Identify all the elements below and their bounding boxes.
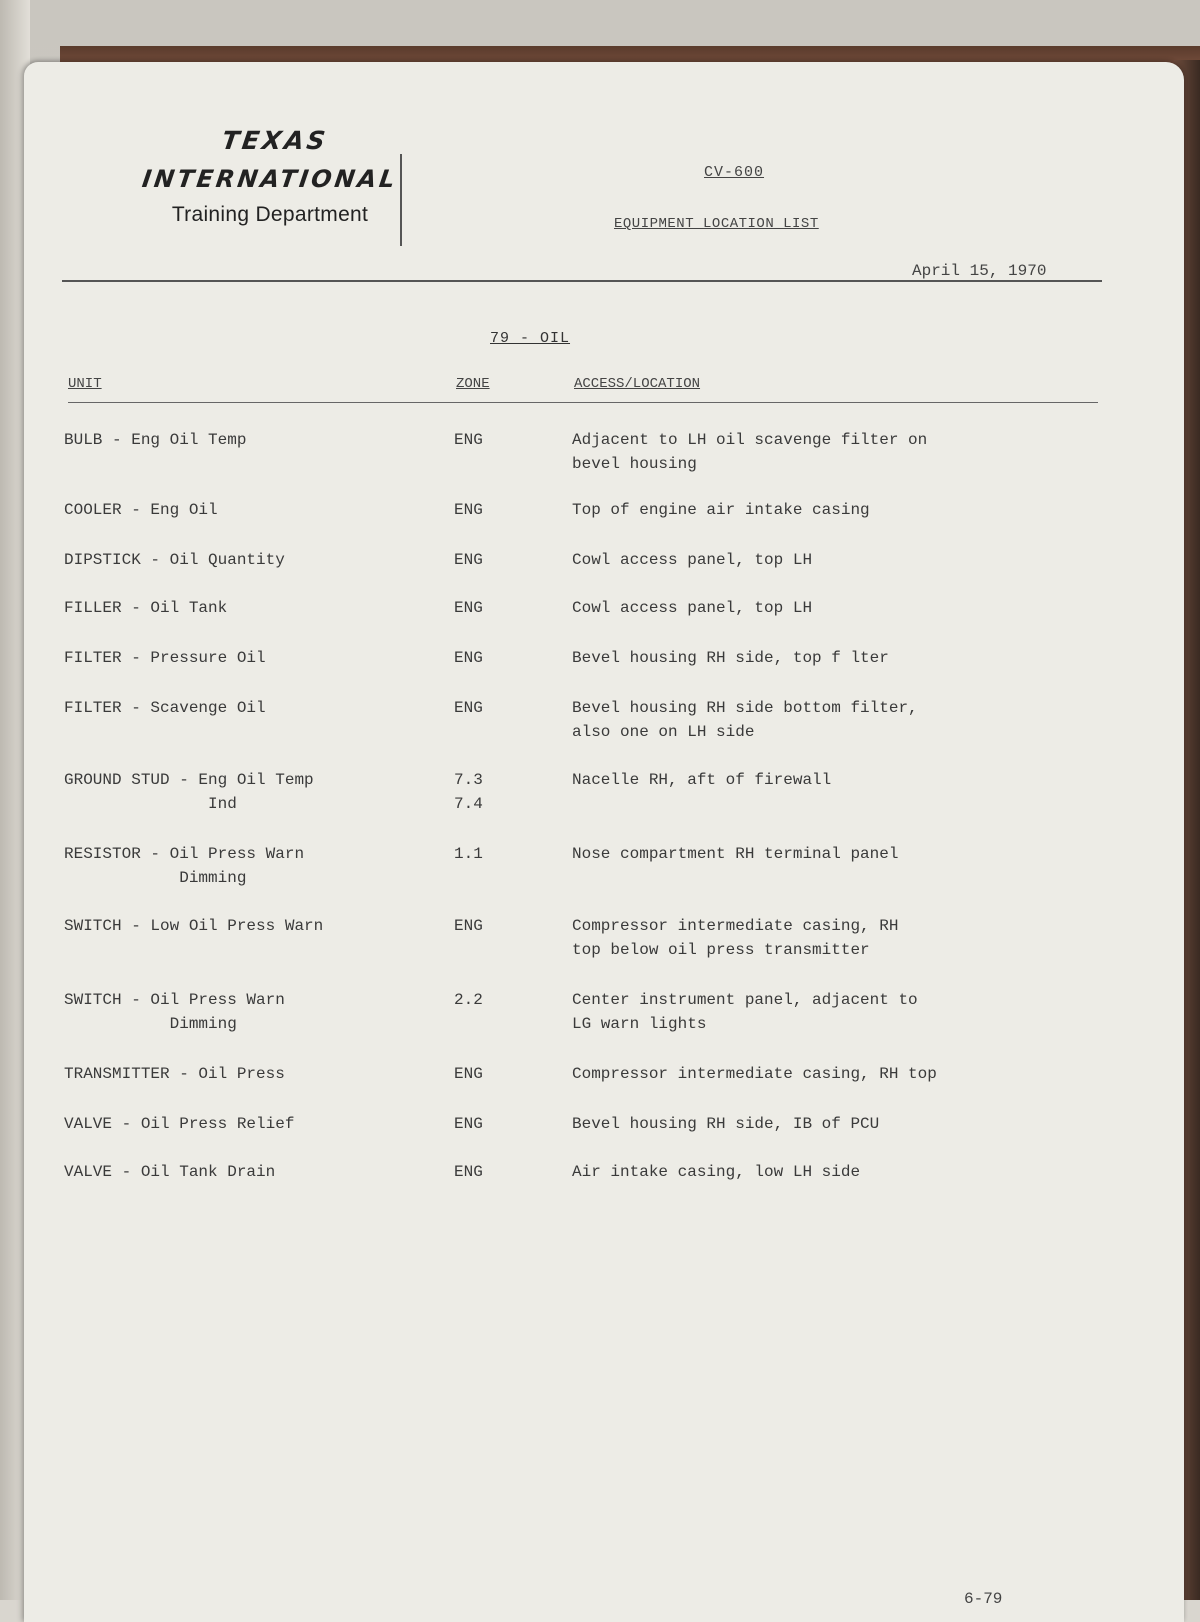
document-date: April 15, 1970 [912,262,1047,280]
access-cell-cont: top below oil press transmitter [572,941,870,959]
access-cell-cont: LG warn lights [572,1015,707,1033]
company-logo [120,126,420,227]
access-cell: Compressor intermediate casing, RH top [572,1065,937,1083]
zone-cell: ENG [454,649,483,667]
header-rule [62,280,1102,282]
access-cell: Cowl access panel, top LH [572,599,813,617]
unit-cell-cont: Ind [64,795,237,813]
column-header-zone: ZONE [456,376,490,392]
unit-cell-cont: Dimming [64,1015,237,1033]
logo-line-texas: TEXAS [220,126,330,155]
document-page [24,62,1184,1622]
zone-cell: ENG [454,917,483,935]
logo-line-department: Training Department [171,203,369,226]
unit-cell: BULB - Eng Oil Temp [64,431,247,449]
zone-cell-cont: 7.4 [454,795,483,813]
zone-cell: ENG [454,699,483,717]
access-cell: Nacelle RH, aft of firewall [572,771,832,789]
unit-cell: DIPSTICK - Oil Quantity [64,551,285,569]
zone-cell: ENG [454,1065,483,1083]
zone-cell: ENG [454,1163,483,1181]
access-cell: Nose compartment RH terminal panel [572,845,899,863]
column-header-unit: UNIT [68,376,102,392]
aircraft-model: CV-600 [704,164,765,181]
unit-cell: VALVE - Oil Tank Drain [64,1163,276,1181]
unit-cell: COOLER - Eng Oil [64,501,218,519]
unit-cell: SWITCH - Low Oil Press Warn [64,917,324,935]
unit-cell: RESISTOR - Oil Press Warn [64,845,305,863]
zone-cell: ENG [454,551,483,569]
zone-cell: ENG [454,431,483,449]
column-header-rule [68,402,1098,403]
section-heading: 79 - OIL [490,330,571,347]
access-cell-cont: also one on LH side [572,723,755,741]
logo-line-international: INTERNATIONAL [140,165,400,193]
access-cell: Top of engine air intake casing [572,501,870,519]
unit-cell: TRANSMITTER - Oil Press [64,1065,285,1083]
unit-cell: FILTER - Scavenge Oil [64,699,266,717]
unit-cell: VALVE - Oil Press Relief [64,1115,295,1133]
unit-cell: FILTER - Pressure Oil [64,649,266,667]
zone-cell: ENG [454,1115,483,1133]
zone-cell: 1.1 [454,845,483,863]
access-cell: Adjacent to LH oil scavenge filter on [572,431,928,449]
unit-cell-cont: Dimming [64,869,247,887]
unit-cell: GROUND STUD - Eng Oil Temp [64,771,314,789]
zone-cell: 2.2 [454,991,483,1009]
access-cell: Air intake casing, low LH side [572,1163,861,1181]
unit-cell: SWITCH - Oil Press Warn [64,991,285,1009]
unit-cell: FILLER - Oil Tank [64,599,228,617]
column-header-access: ACCESS/LOCATION [574,376,701,392]
access-cell: Cowl access panel, top LH [572,551,813,569]
access-cell: Bevel housing RH side, IB of PCU [572,1115,880,1133]
zone-cell: ENG [454,599,483,617]
access-cell-cont: bevel housing [572,455,697,473]
header-divider [400,154,402,246]
document-title: EQUIPMENT LOCATION LIST [614,216,819,232]
zone-cell: 7.3 [454,771,483,789]
access-cell: Bevel housing RH side bottom filter, [572,699,918,717]
access-cell: Compressor intermediate casing, RH [572,917,899,935]
access-cell: Bevel housing RH side, top f lter [572,649,889,667]
zone-cell: ENG [454,501,483,519]
page-number: 6-79 [964,1590,1003,1608]
access-cell: Center instrument panel, adjacent to [572,991,918,1009]
